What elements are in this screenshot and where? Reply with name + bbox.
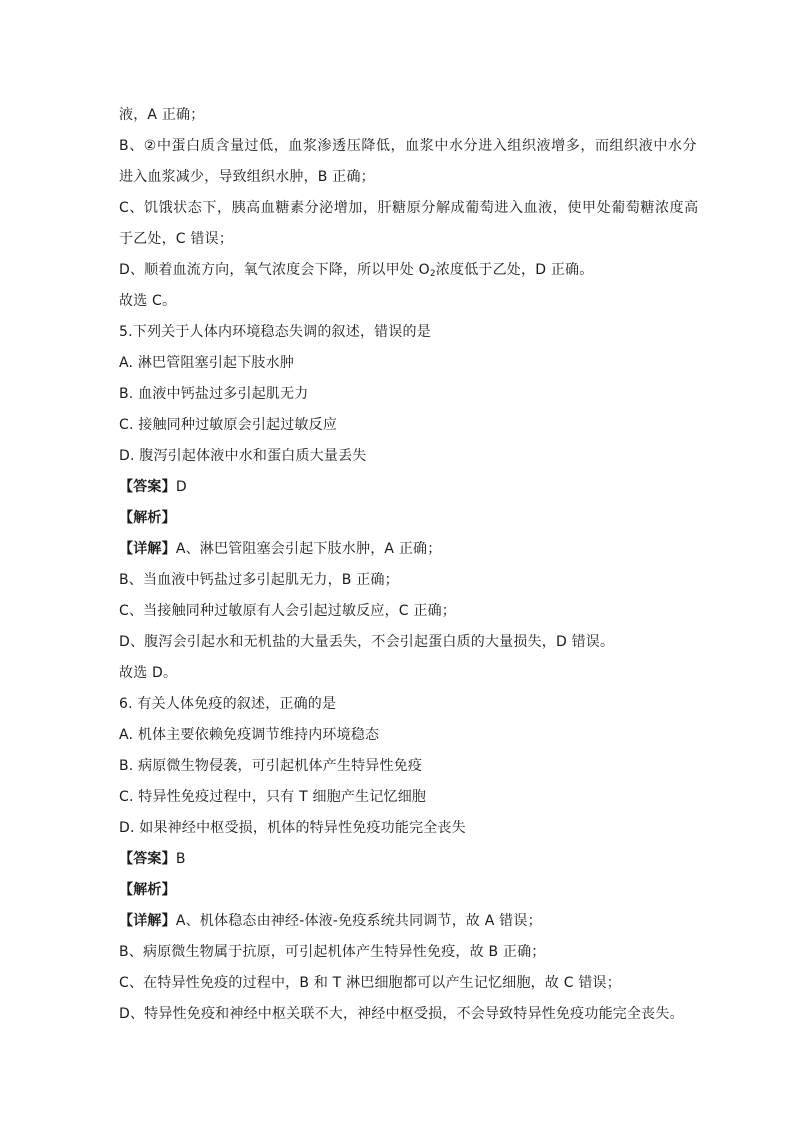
- option-b: B. 病原微生物侵袭，可引起机体产生特异性免疫: [119, 758, 423, 774]
- answer-value: B: [175, 851, 186, 867]
- text-line: B、②中蛋白质含量过低，血浆渗透压降低，血浆中水分进入组织液增多，而组织液中水分: [119, 138, 698, 154]
- text-line: C、当接触同种过敏原有人会引起过敏反应，C 正确；: [119, 603, 456, 619]
- text-line: B、当血液中钙盐过多引起肌无力，B 正确；: [119, 572, 399, 588]
- answer-line: [119, 472, 679, 503]
- detail-text: A、机体稳态由神经-体液-免疫系统共同调节，故 A 错误；: [175, 913, 542, 929]
- detail-line: [119, 906, 679, 937]
- option-a: A. 机体主要依赖免疫调节维持内环境稳态: [119, 727, 380, 743]
- answer-tag: 【答案】: [119, 851, 176, 867]
- option-b: B. 血液中钙盐过多引起肌无力: [119, 386, 309, 402]
- text-line: D、特异性免疫和神经中枢关联不大，神经中枢受损，不会导致特异性免疫功能完全丧失。: [119, 1006, 684, 1022]
- analysis-tag: 【解析】: [119, 882, 176, 898]
- question-stem: 6. 有关人体免疫的叙述，正确的是: [119, 696, 337, 712]
- text-line: D、腹泻会引起水和无机盐的大量丢失，不会引起蛋白质的大量损失，D 错误。: [119, 634, 615, 650]
- detail-text: A、淋巴管阻塞会引起下肢水肿，A 正确；: [175, 541, 442, 557]
- detail-tag: 【详解】: [119, 541, 176, 557]
- option-d: D. 腹泻引起体液中水和蛋白质大量丢失: [119, 448, 367, 464]
- option-a: A. 淋巴管阻塞引起下肢水肿: [119, 355, 295, 371]
- text-line-with-subscript: [119, 255, 679, 286]
- analysis-tag: 【解析】: [119, 510, 176, 526]
- text-line: C、饥饿状态下，胰高血糖素分泌增加，肝糖原分解成葡萄进入血液，使甲处葡萄糖浓度高: [119, 200, 699, 216]
- answer-tag: 【答案】: [119, 479, 176, 495]
- text-line: B、病原微生物属于抗原，可引起机体产生特异性免疫，故 B 正确；: [119, 944, 546, 960]
- option-c: C. 特异性免疫过程中，只有 T 细胞产生记忆细胞: [119, 789, 427, 805]
- option-c: C. 接触同种过敏原会引起过敏反应: [119, 417, 338, 433]
- document-page: [119, 100, 699, 1030]
- text-line: C、在特异性免疫的过程中，B 和 T 淋巴细胞都可以产生记忆细胞，故 C 错误；: [119, 975, 621, 991]
- text-line: 故选 C。: [119, 293, 177, 309]
- text-line: 液，A 正确；: [119, 107, 205, 123]
- text-line: 于乙处，C 错误；: [119, 231, 234, 247]
- text-segment: 浓度低于乙处，D 正确。: [435, 262, 594, 278]
- question-stem: 5.下列关于人体内环境稳态失调的叙述，错误的是: [119, 324, 431, 340]
- detail-line: [119, 534, 679, 565]
- subscript: 2: [429, 269, 436, 279]
- text-line: 故选 D。: [119, 665, 178, 681]
- answer-line: [119, 844, 679, 875]
- text-segment: D、顺着血流方向，氧气浓度会下降，所以甲处 O: [119, 262, 430, 278]
- option-d: D. 如果神经中枢受损，机体的特异性免疫功能完全丧失: [119, 820, 466, 836]
- text-line: 进入血浆减少，导致组织水肿，B 正确；: [119, 169, 375, 185]
- detail-tag: 【详解】: [119, 913, 176, 929]
- answer-value: D: [175, 479, 187, 495]
